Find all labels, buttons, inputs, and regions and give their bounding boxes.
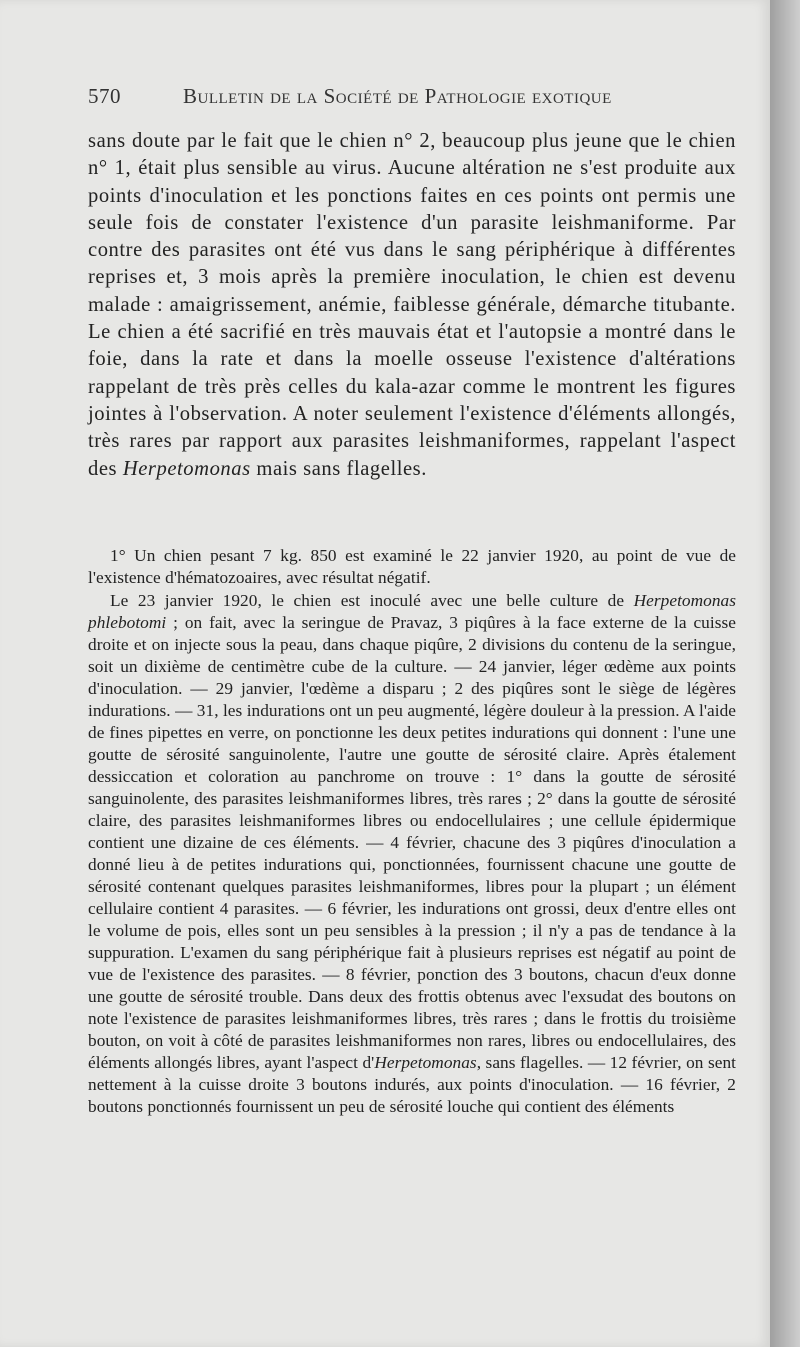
running-header	[88, 84, 648, 109]
lead-text-after: mais sans flagelles.	[250, 457, 427, 480]
page-number: 570	[88, 84, 121, 108]
journal-title-part-2: Société	[323, 84, 393, 108]
observation-paragraph-2	[88, 590, 736, 1118]
lead-italic-term: Herpetomonas	[122, 457, 251, 480]
observation-paragraph-1: 1° Un chien pesant 7 kg. 850 est examiné le 22 janvier 1920, au point de vue de l'existence d'hématozoaires, avec résultat négatif.	[88, 546, 736, 587]
page-edge-shadow	[770, 0, 800, 1347]
lead-paragraph	[88, 128, 736, 483]
obs2-italic-2: Herpetomonas	[374, 1053, 477, 1072]
obs2-part-2: ; on fait, avec la seringue de Pravaz, 3 piqûres à la face externe de la cuisse droite et on injecte sous la peau, dans chaque piqûre, 2 divisions du contenu de la seringue, soit un dixième de centimètre cube de la culture. — 24 janvier, léger œdème aux points d'inoculation. — 29 janvier, l'œdème a disparu ; 2 des piqûres sont le siège de légères indurations. — 31, les indurations ont un peu augmenté, légère douleur à la pression. A l'aide de fines pipettes en verre, on ponctionne les deux petites indurations qui donnent : l'une une goutte de sérosité sanguinolente, l'autre une goutte de sérosité claire. Après étalement dessiccation et coloration au panchrome on trouve : 1° dans la goutte de sérosité sanguinolente, des parasites leishmaniformes libres, très rares ; 2° dans la goutte de sérosité claire, des parasites leishmaniformes libres ou endocellulaires ; une cellule épidermique contient une dizaine de ces éléments. — 4 février, chacune des 3 piqûres d'inoculation a donné lieu à de petites indurations qui, ponctionnées, fournissent chacune une goutte de sérosité contenant quelques parasites leishmaniformes, libres pour la plupart ; un élément cellulaire contient 4 parasites. — 6 février, les indurations ont grossi, deux d'entre elles ont le volume de pois, elles sont un peu sensibles à la pression ; il n'y a pas de tendance à la suppuration. L'examen du sang périphérique fait à plusieurs reprises est négatif au point de vue de l'existence des parasites. — 8 février, ponction des 3 boutons, chacun d'eux donne une goutte de sérosité trouble. Dans deux des frottis obtenus avec l'exsudat des boutons on note l'existence de parasites leishmaniformes libres, très rares ; dans le frottis du troisième bouton, on voit à côté de parasites leishmaniformes non rares, libres ou endocellulaires, des éléments allongés libres, ayant l'aspect d'	[88, 613, 736, 1072]
journal-title-part-4: Pathologie exotique	[424, 84, 612, 108]
obs2-italic-1: Herpetomonas phlebotomi	[88, 591, 736, 632]
observation-section	[88, 545, 736, 1118]
obs2-part-3: , sans flagelles. — 12 février, on sent nettement à la cuisse droite 3 boutons indurés, aux points d'inoculation. — 16 février, 2 boutons ponctionnés fournissent un peu de sérosité louche qui contient des éléments	[88, 1053, 736, 1116]
journal-title-part-1: Bulletin de la	[183, 84, 324, 108]
journal-title-part-3: de	[392, 84, 425, 108]
lead-text-before: sans doute par le fait que le chien n° 2, beaucoup plus jeune que le chien n° 1, était plus sensible au virus. Aucune altération ne s'est produite aux points d'inoculation et les ponctions faites en ces points ont permis une seule fois de constater l'existence d'un parasite leishmaniforme. Par contre des parasites ont été vus dans le sang périphérique à différentes reprises et, 3 mois après la première inoculation, le chien est devenu malade : amaigrissement, anémie, faiblesse générale, démarche titubante. Le chien a été sacrifié en très mauvais état et l'autopsie a montré dans le foie, dans la rate et dans la moelle osseuse l'existence d'altérations rappelant de très près celles du kala-azar comme le montrent les figures jointes à l'observation. A noter seulement l'existence d'éléments allongés, très rares par rapport aux parasites leishmaniformes, rappelant l'aspect des	[88, 130, 736, 480]
obs2-part-1: Le 23 janvier 1920, le chien est inoculé avec une belle culture de	[110, 591, 634, 610]
